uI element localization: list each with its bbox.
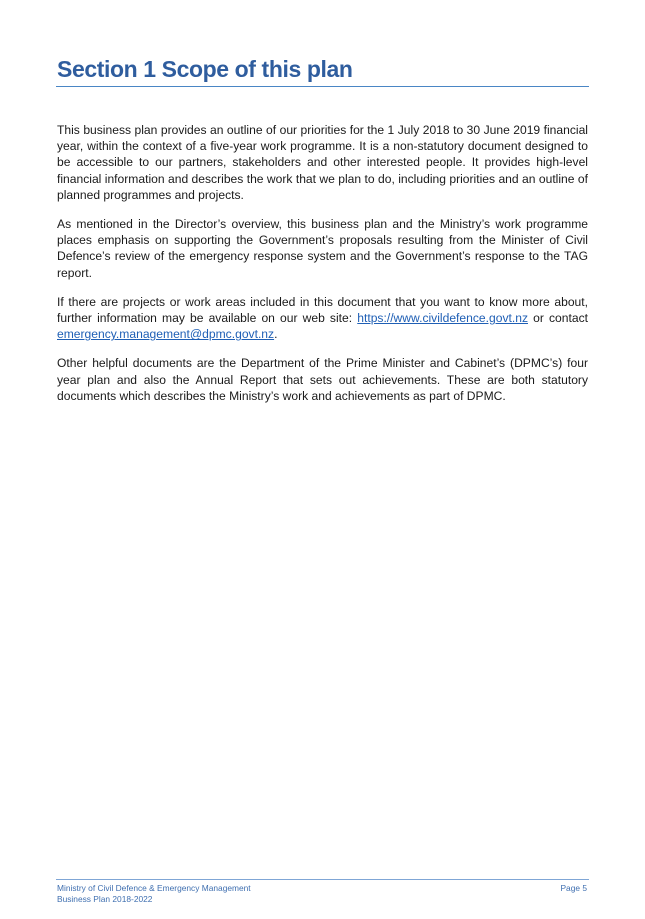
- footer-org-name: Ministry of Civil Defence & Emergency Management: [57, 883, 251, 893]
- title-divider: [56, 86, 589, 87]
- paragraph-other-documents: Other helpful documents are the Department of the Prime Minister and Cabinet’s (DPMC’s) four year plan and also the Annual Report that sets out achievements. These are both statutory documents which describes the Ministry’s work and achievements as part of DPMC.: [57, 356, 588, 403]
- footer-plan-name: Business Plan 2018-2022: [57, 893, 153, 904]
- footer-divider: [56, 879, 589, 880]
- footer-organisation: [57, 883, 251, 904]
- paragraph-further-information: [57, 294, 588, 343]
- website-link[interactable]: https://www.civildefence.govt.nz: [357, 311, 528, 326]
- paragraph-further-information-text: If there are projects or work areas included in this document that you want to know more about, further information may be available on our web site:: [57, 294, 588, 326]
- paragraph-contact-text: or contact: [528, 311, 588, 326]
- footer-page-number: Page 5: [560, 883, 587, 893]
- paragraph-intro: This business plan provides an outline of our priorities for the 1 July 2018 to 30 June 2019 financial year, within the context of a five-year work programme. It is a non-statutory document designed to be accessible to our partners, stakeholders and other interested people. It provides high-level financial information and describes the work that we plan to do, including priorities and an outline of planned programmes and projects.: [57, 123, 588, 202]
- email-link[interactable]: emergency.management@dpmc.govt.nz: [57, 327, 275, 342]
- paragraph-end-period: .: [274, 327, 278, 342]
- page-title: Section 1 Scope of this plan: [57, 56, 353, 82]
- paragraph-directors-overview: As mentioned in the Director’s overview, this business plan and the Ministry’s work programme places emphasis on supporting the Government’s proposals resulting from the Minister of Civil Defence’s review of the emergency response system and the Government’s response to the TAG report.: [57, 217, 588, 280]
- body-text: [57, 122, 588, 417]
